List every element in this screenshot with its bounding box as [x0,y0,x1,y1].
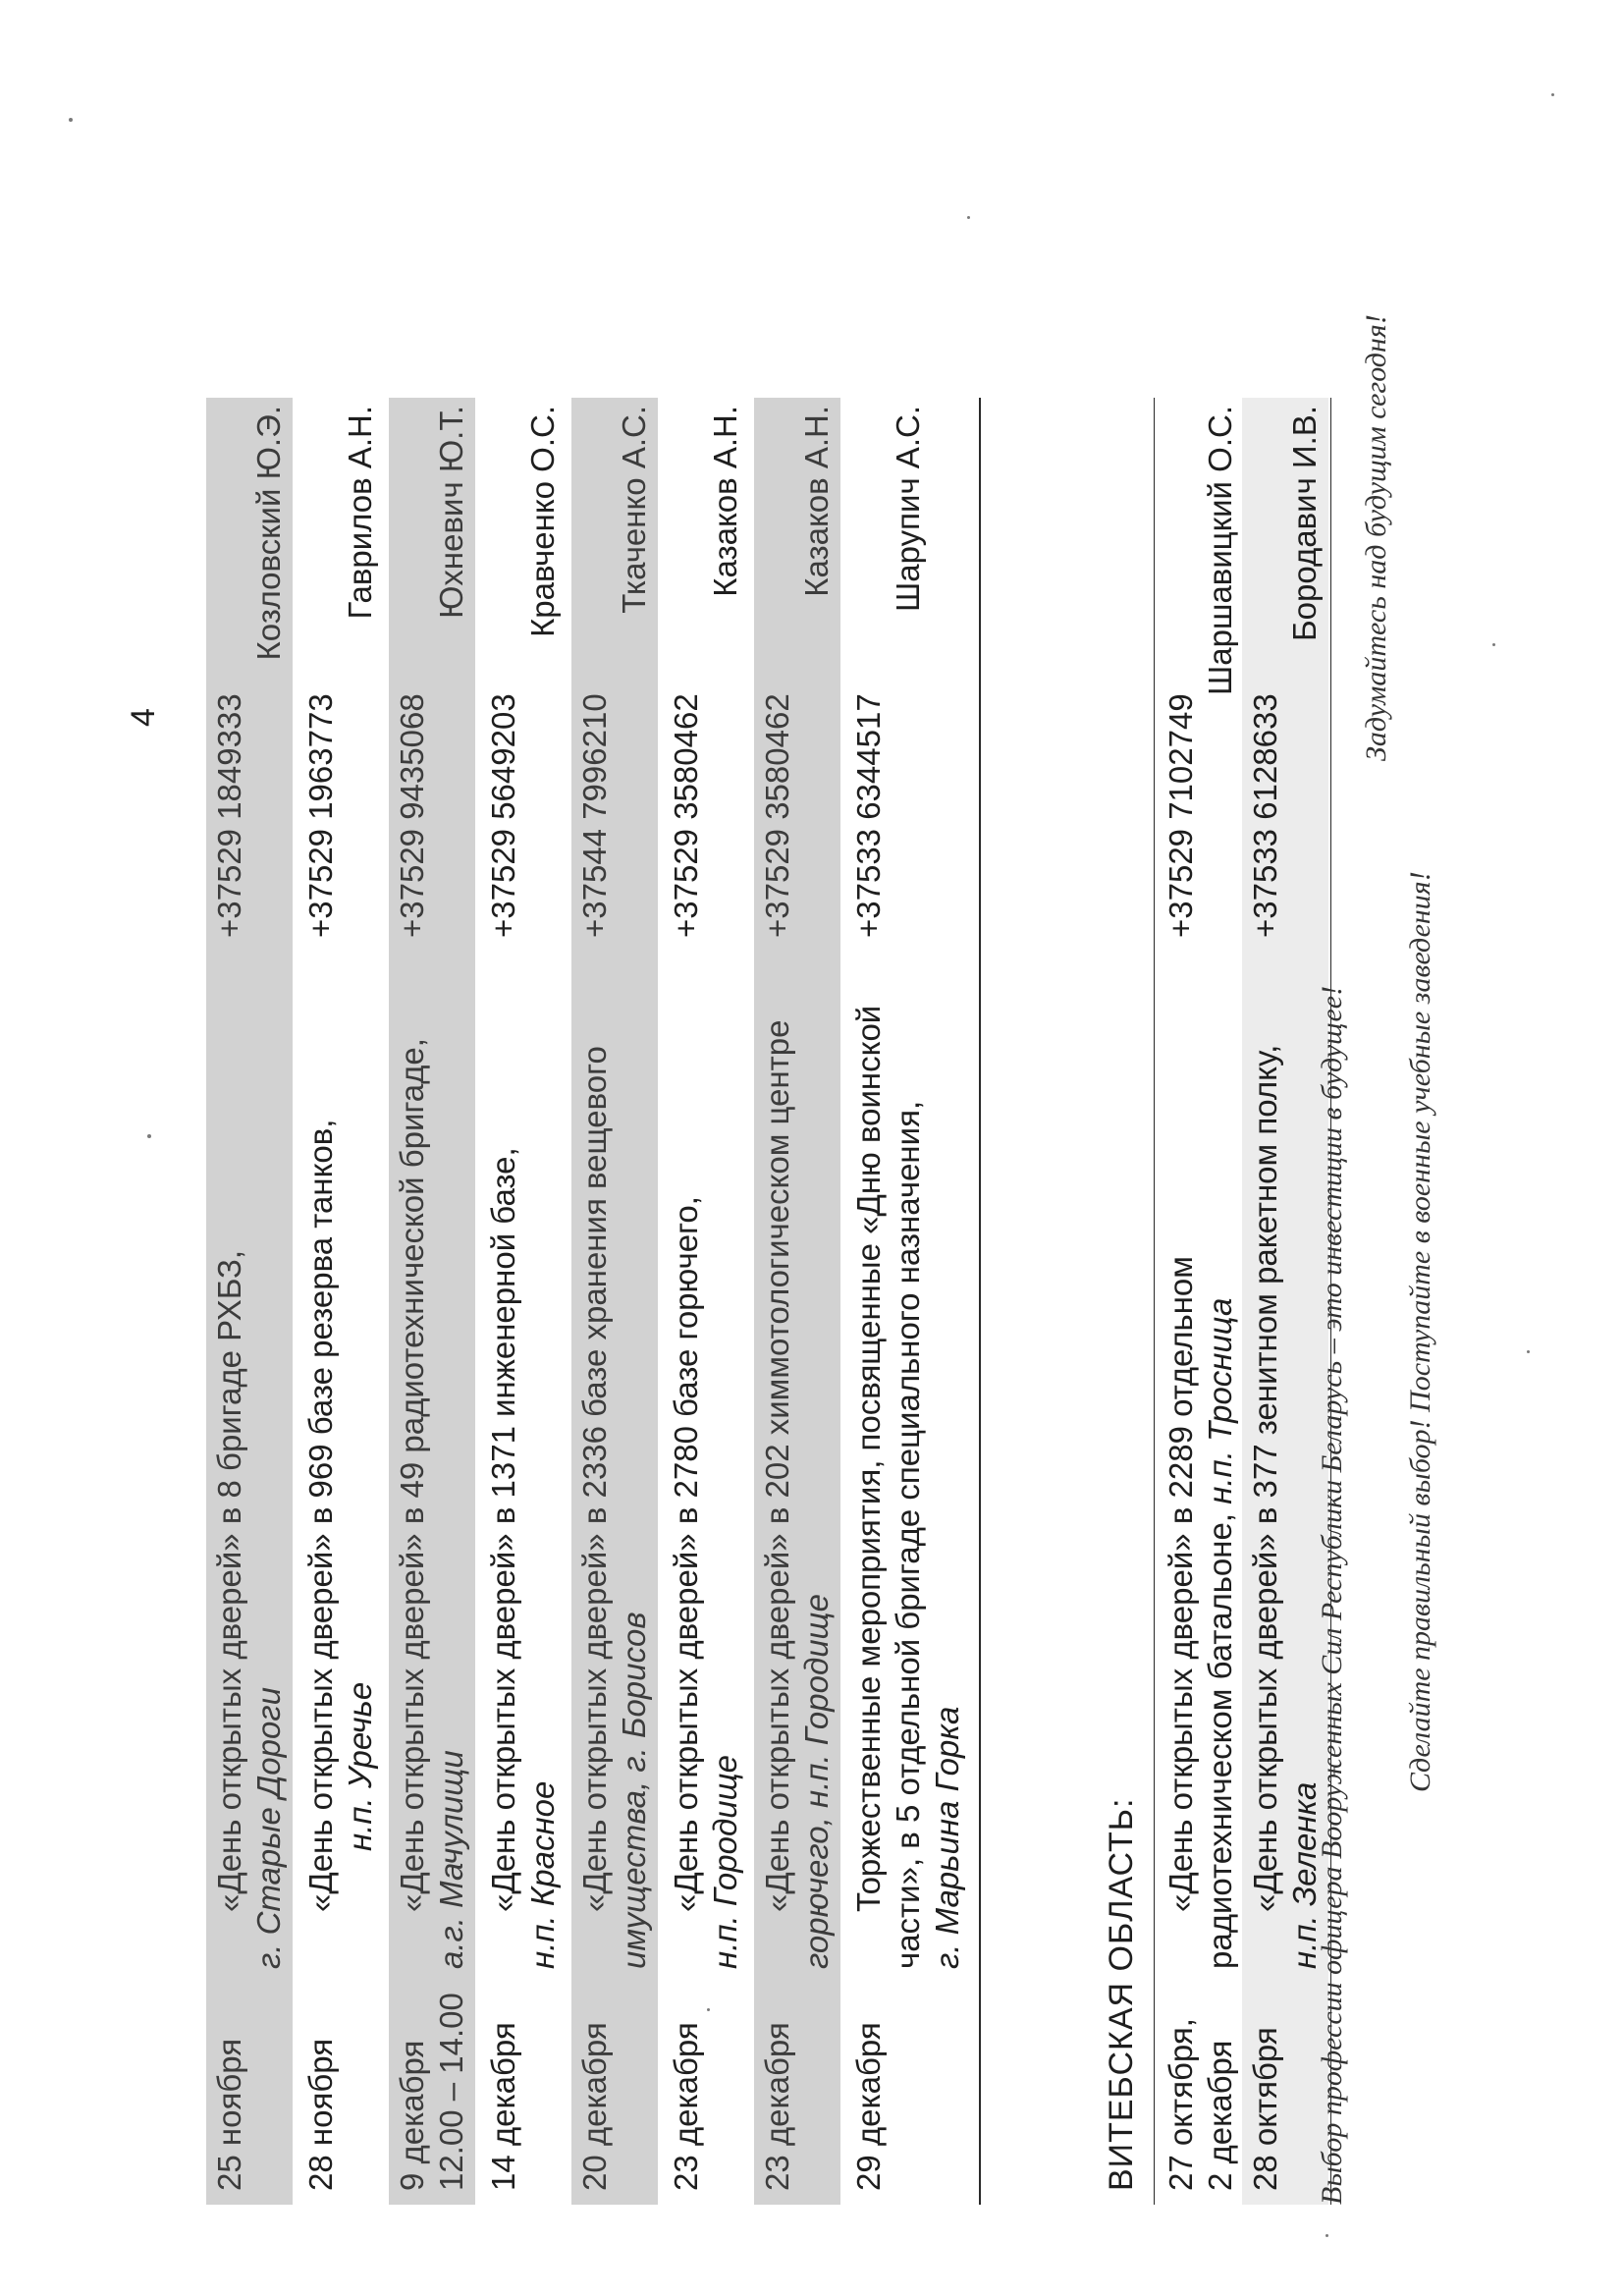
event-description: «День открытых дверей» в 49 радиотехнической бригаде, а.г. Мачулищи [394,1038,469,1969]
event-date: 23 декабря [668,2022,704,2191]
contact-phone: +37529 3580462 [759,693,795,938]
event-date: 20 декабря [576,2022,613,2191]
event-date: 28 октября [1247,2027,1283,2191]
event-row [206,398,293,2205]
contact-phone: +37533 6128633 [1247,693,1283,938]
motto-line: Сделайте правильный выбор! Поступайте в военные учебные заведения! [1404,871,1436,1792]
scan-speck [1551,93,1554,96]
event-description: «День открытых дверей» в 2336 базе хранения вещевого имущества, г. Борисов [576,1046,652,1969]
scan-speck [1325,2234,1328,2237]
table-divider [979,398,981,2205]
table-divider [1154,398,1155,2205]
motto-line: Задумайтесь над будущим сегодня! [1360,314,1392,761]
event-date: 25 ноября [211,2038,247,2191]
event-date: 27 октября, 2 декабря [1163,2018,1238,2191]
contact-person: Казаков А.Н. [798,406,835,597]
contact-person: Шаршавицкий О.С. [1202,406,1238,695]
event-row [389,398,475,2205]
event-date: 29 декабря [850,2022,887,2191]
contact-person: Шарупич А.С. [890,406,926,612]
contact-person: Ткаченко А.С. [616,406,652,614]
scan-speck [69,118,73,122]
region-heading: ВИТЕБСКАЯ ОБЛАСТЬ: [1103,1797,1140,2191]
contact-person: Кравченко О.С. [524,406,561,637]
contact-phone: +37529 1963773 [302,693,339,938]
event-row [480,398,567,2205]
event-description: «День открытых дверей» в 8 бригаде РХБЗ, г. Старые Дороги [211,1249,287,1969]
contact-person: Бородавич И.В. [1286,406,1323,641]
contact-phone: +37529 9435068 [394,693,430,938]
contact-phone: +37529 1849333 [211,693,247,938]
contact-person: Казаков А.Н. [707,406,743,597]
mottos [1247,83,1542,2205]
event-description: «День открытых дверей» в 969 базе резерва танков, н.п. Уречье [302,1119,378,1912]
event-date: 14 декабря [485,2022,521,2191]
contact-phone: +37544 7996210 [576,693,613,938]
event-description: «День открытых дверей» в 1371 инженерной базе, н.п. Красное [485,1147,561,1969]
event-row [298,398,384,2205]
contact-phone: +37533 6344517 [850,693,887,938]
contact-person: Козловский Ю.Э. [250,406,287,661]
event-row [571,398,658,2205]
event-row [845,398,973,2205]
contact-phone: +37529 7102749 [1163,693,1199,938]
event-description: «День открытых дверей» в 202 химмотологическом центре горючего, н.п. Городище [759,1019,835,1969]
contact-person: Юхневич Ю.Т. [433,406,469,619]
event-date: 23 декабря [759,2022,795,2191]
event-date: 9 декабря 12.00 – 14.00 [394,1993,469,2191]
event-description: «День открытых дверей» в 2780 базе горючего, н.п. Городище [668,1196,743,1969]
event-description: «День открытых дверей» в 377 зенитном ракетном полку, н.п. Зеленка [1247,1044,1323,1969]
motto-line: Выбор профессии офицера Вооруженных Сил Республики Беларусь – это инвестиции в будущее! [1316,985,1348,2205]
contact-phone: +37529 5649203 [485,693,521,938]
page-number: 4 [125,708,162,727]
event-row [1158,398,1244,2205]
event-description: Торжественные мероприятия, посвященные «Дню воинской части», в 5 отдельной бригаде специального назначения, г. Марьина Горка [850,1005,965,1969]
contact-person: Гаврилов А.Н. [342,406,378,620]
rotated-document-page [113,83,1323,2205]
event-description: «День открытых дверей» в 2289 отдельном радиотехническом батальоне, н.п. Тросница [1163,1256,1238,1969]
event-row [754,398,840,2205]
event-date: 28 ноября [302,2038,339,2191]
contact-phone: +37529 3580462 [668,693,704,938]
event-row [663,398,749,2205]
